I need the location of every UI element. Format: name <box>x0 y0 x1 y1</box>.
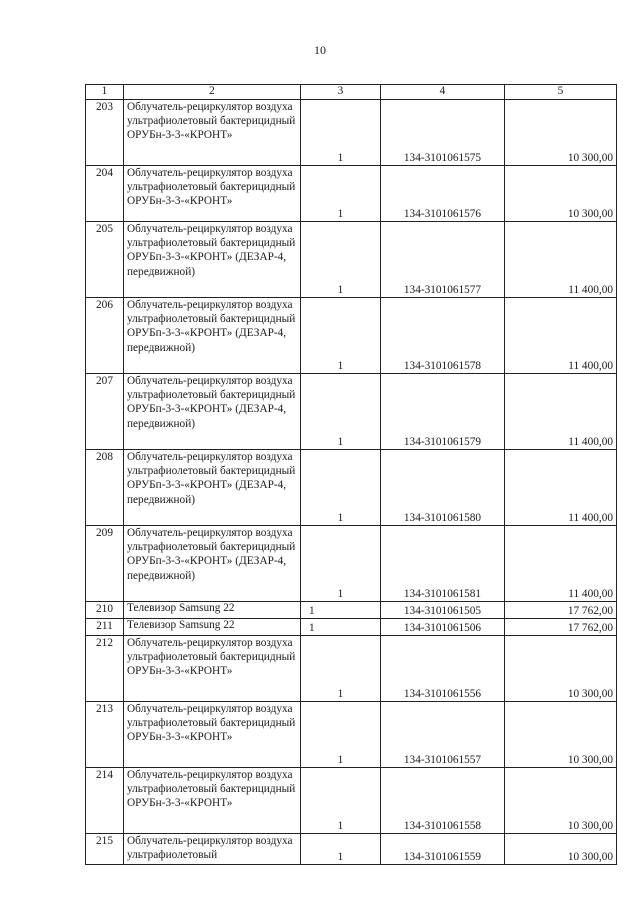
item-name: Облучатель-рециркулятор воздуха ультрафиолетовый <box>124 834 301 865</box>
inventory-code: 134-3101061559 <box>381 834 505 865</box>
item-number: 215 <box>86 834 124 865</box>
item-quantity: 1 <box>301 702 381 768</box>
item-name: Облучатель-рециркулятор воздуха ультрафиолетовый бактерицидный ОРУБн-3-3-«КРОНТ» <box>124 702 301 768</box>
item-name: Облучатель-рециркулятор воздуха ультрафиолетовый бактерицидный ОРУБп-3-3-«КРОНТ» (ДЕЗАР-4, передвижной) <box>124 298 301 374</box>
table-row <box>86 166 617 222</box>
item-quantity: 1 <box>301 636 381 702</box>
header-col-4: 4 <box>381 85 505 100</box>
item-name: Облучатель-рециркулятор воздуха ультрафиолетовый бактерицидный ОРУБн-3-3-«КРОНТ» <box>124 166 301 222</box>
item-number: 213 <box>86 702 124 768</box>
item-quantity: 1 <box>301 450 381 526</box>
inventory-code: 134-3101061579 <box>381 374 505 450</box>
header-col-1: 1 <box>86 85 124 100</box>
inventory-code: 134-3101061558 <box>381 768 505 834</box>
table-row <box>86 602 617 619</box>
page-number: 10 <box>314 43 326 57</box>
inventory-code: 134-3101061577 <box>381 222 505 298</box>
item-quantity: 1 <box>301 222 381 298</box>
item-number: 206 <box>86 298 124 374</box>
item-name: Облучатель-рециркулятор воздуха ультрафиолетовый бактерицидный ОРУБн-3-3-«КРОНТ» <box>124 768 301 834</box>
item-name: Облучатель-рециркулятор воздуха ультрафиолетовый бактерицидный ОРУБп-3-3-«КРОНТ» (ДЕЗАР-4, передвижной) <box>124 450 301 526</box>
table-row <box>86 222 617 298</box>
item-cost: 10 300,00 <box>505 166 617 222</box>
inventory-code: 134-3101061575 <box>381 100 505 166</box>
item-cost: 10 300,00 <box>505 636 617 702</box>
item-quantity: 1 <box>301 526 381 602</box>
item-quantity: 1 <box>301 834 381 865</box>
item-name: Облучатель-рециркулятор воздуха ультрафиолетовый бактерицидный ОРУБп-3-3-«КРОНТ» (ДЕЗАР-4, передвижной) <box>124 374 301 450</box>
inventory-table-body <box>86 85 617 865</box>
item-number: 214 <box>86 768 124 834</box>
item-number: 205 <box>86 222 124 298</box>
item-name: Облучатель-рециркулятор воздуха ультрафиолетовый бактерицидный ОРУБн-3-3-«КРОНТ» <box>124 100 301 166</box>
item-name: Телевизор Samsung 22 <box>124 619 301 636</box>
item-cost: 11 400,00 <box>505 526 617 602</box>
table-row <box>86 619 617 636</box>
item-quantity: 1 <box>301 166 381 222</box>
inventory-table <box>85 84 617 865</box>
inventory-code: 134-3101061506 <box>381 619 505 636</box>
item-quantity: 1 <box>301 768 381 834</box>
item-quantity: 1 <box>301 602 381 619</box>
inventory-code: 134-3101061556 <box>381 636 505 702</box>
item-quantity: 1 <box>301 619 381 636</box>
table-row <box>86 768 617 834</box>
item-number: 210 <box>86 602 124 619</box>
item-name: Облучатель-рециркулятор воздуха ультрафиолетовый бактерицидный ОРУБп-3-3-«КРОНТ» (ДЕЗАР-4, передвижной) <box>124 526 301 602</box>
item-cost: 17 762,00 <box>505 619 617 636</box>
inventory-code: 134-3101061557 <box>381 702 505 768</box>
inventory-code: 134-3101061581 <box>381 526 505 602</box>
inventory-code: 134-3101061578 <box>381 298 505 374</box>
item-name: Телевизор Samsung 22 <box>124 602 301 619</box>
item-cost: 10 300,00 <box>505 834 617 865</box>
item-cost: 10 300,00 <box>505 768 617 834</box>
inventory-code: 134-3101061580 <box>381 450 505 526</box>
item-quantity: 1 <box>301 374 381 450</box>
item-name: Облучатель-рециркулятор воздуха ультрафиолетовый бактерицидный ОРУБн-3-3-«КРОНТ» <box>124 636 301 702</box>
item-cost: 10 300,00 <box>505 702 617 768</box>
table-row <box>86 450 617 526</box>
table-row <box>86 374 617 450</box>
table-row <box>86 834 617 865</box>
item-number: 204 <box>86 166 124 222</box>
table-row <box>86 100 617 166</box>
header-col-5: 5 <box>505 85 617 100</box>
item-number: 211 <box>86 619 124 636</box>
inventory-code: 134-3101061576 <box>381 166 505 222</box>
item-quantity: 1 <box>301 100 381 166</box>
item-cost: 17 762,00 <box>505 602 617 619</box>
table-row <box>86 526 617 602</box>
item-number: 209 <box>86 526 124 602</box>
item-cost: 11 400,00 <box>505 450 617 526</box>
item-name: Облучатель-рециркулятор воздуха ультрафиолетовый бактерицидный ОРУБп-3-3-«КРОНТ» (ДЕЗАР-4, передвижной) <box>124 222 301 298</box>
item-cost: 11 400,00 <box>505 222 617 298</box>
item-number: 212 <box>86 636 124 702</box>
item-quantity: 1 <box>301 298 381 374</box>
header-col-3: 3 <box>301 85 381 100</box>
table-row <box>86 702 617 768</box>
header-col-2: 2 <box>124 85 301 100</box>
inventory-code: 134-3101061505 <box>381 602 505 619</box>
item-cost: 11 400,00 <box>505 374 617 450</box>
table-header-row <box>86 85 617 100</box>
item-cost: 10 300,00 <box>505 100 617 166</box>
table-row <box>86 636 617 702</box>
item-number: 207 <box>86 374 124 450</box>
item-number: 203 <box>86 100 124 166</box>
table-row <box>86 298 617 374</box>
item-number: 208 <box>86 450 124 526</box>
item-cost: 11 400,00 <box>505 298 617 374</box>
